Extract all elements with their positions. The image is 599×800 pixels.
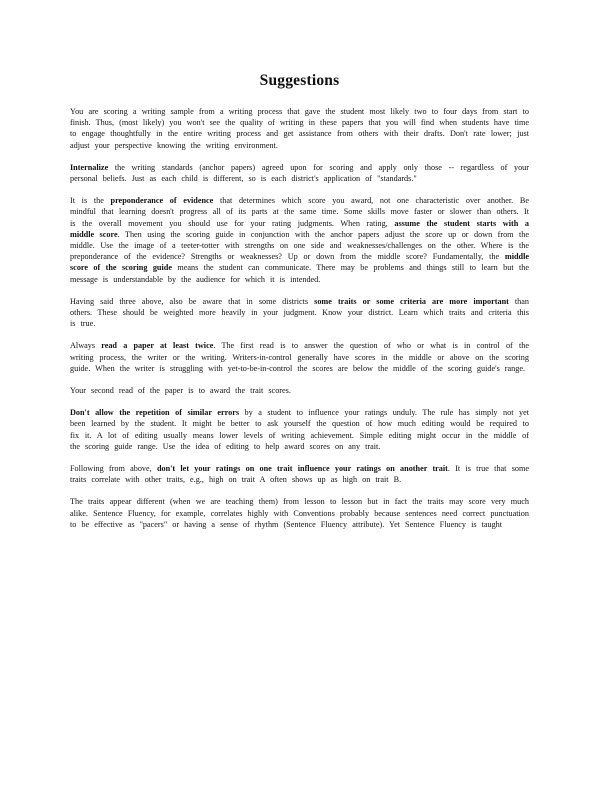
paragraph-9 [70, 496, 529, 530]
paragraph-4 [70, 296, 529, 330]
body-text: . It is true that some traits correlate with other traits, e.g., high on trait A often shows up as high on trait B. [70, 464, 529, 485]
paragraph-1 [70, 106, 529, 151]
emphasis-text: don't let your ratings on one trait influence your ratings on another trait [156, 464, 448, 474]
body-text: the writing standards (anchor papers) agreed upon for scoring and apply only those -- regardless of your personal beliefs. Just as each child is different, so is each district's application of "standards." [70, 162, 529, 184]
body-text: . Then using the scoring guide in conjunction with the anchor papers adjust the score up or down from the middle. Use the image of a teeter-totter with strengths on one side and weaknesses/challenges on the other. Where is the preponderance of the evidence? Strengths or weaknesses? Up or down from the middle score? Fundamentally, the [70, 229, 529, 262]
paragraph-2 [70, 162, 529, 184]
emphasis-text: some traits or some criteria are more important [314, 296, 509, 306]
body-text: Your second read of the paper is to award the trait scores. [70, 386, 291, 396]
body-text: It is the [70, 196, 111, 206]
page-title: Suggestions [259, 72, 340, 89]
body-text: Always [70, 341, 102, 351]
emphasis-text: assume the student starts with a middle score [70, 218, 529, 239]
emphasis-text: middle score of the scoring guide [70, 252, 529, 273]
paragraph-3 [70, 195, 529, 285]
body-text: by a student to influence your ratings unduly. The rule has simply not yet been learned by the student. It might be better to ask yourself the question of how much editing would be required to fix it. A lot of editing usually means lower levels of writing achievement. Simple editing might occur in the middle of the scoring guide range. Use the idea of editing to help award scores on any trait. [70, 408, 529, 451]
emphasis-text: read a paper at least twice [101, 341, 214, 351]
emphasis-text: preponderance of evidence [110, 196, 214, 206]
body-text: The traits appear different (when we are teaching them) from lesson to lesson but in fact the traits may score very much alike. Sentence Fluency, for example, correlates highly with Conventions probably because sentences need correct punctuation to be effective as "pacers" or having a sense of rhythm (Sentence Fluency attribute). Yet Sentence Fluency is taught [70, 497, 529, 529]
paragraph-7 [70, 407, 529, 452]
body-text: Having said three above, also be aware that in some districts [70, 296, 315, 306]
body-text: Following from above, [70, 464, 157, 474]
paragraph-5 [70, 340, 529, 374]
emphasis-text: Internalize [70, 162, 109, 172]
paragraph-8 [70, 463, 529, 485]
body-text: than others. These should be weighted more heavily in your judgment. Know your district. Learn which traits and criteria this is true. [70, 296, 530, 329]
document-body [70, 106, 529, 530]
emphasis-text: Don't allow the repetition of similar errors [70, 408, 240, 418]
body-text: . The first read is to answer the question of who or what is in control of the writing process, the writer or the writing. Writers-in-control generally have scores in the middle or above on the scoring guide. When the writer is struggling with yet-to-be-in-control the scores are below the middle of the scoring guide's range. [70, 341, 529, 373]
paragraph-6 [70, 385, 529, 396]
body-text: means the student can communicate. There may be problems and things still to learn but the message is understandable by the audience for which it is intended. [70, 263, 529, 284]
body-text: You are scoring a writing sample from a writing process that gave the student most likely two to four days from start to finish. Thus, (most likely) you won't see the quality of writing in these papers that you will find when students have time to engage thoughtfully in the entire writing process and get assistance from others with their drafts. Don't rate lower; just adjust your perspective knowing the writing environment. [70, 107, 529, 150]
body-text: that determines which score you award, not one characteristic over another. Be mindful that learning doesn't progress all of its parts at the same time. Some skills move faster or slower than others. It is the overall movement you should use for your rating judgments. When rating, [70, 196, 529, 228]
